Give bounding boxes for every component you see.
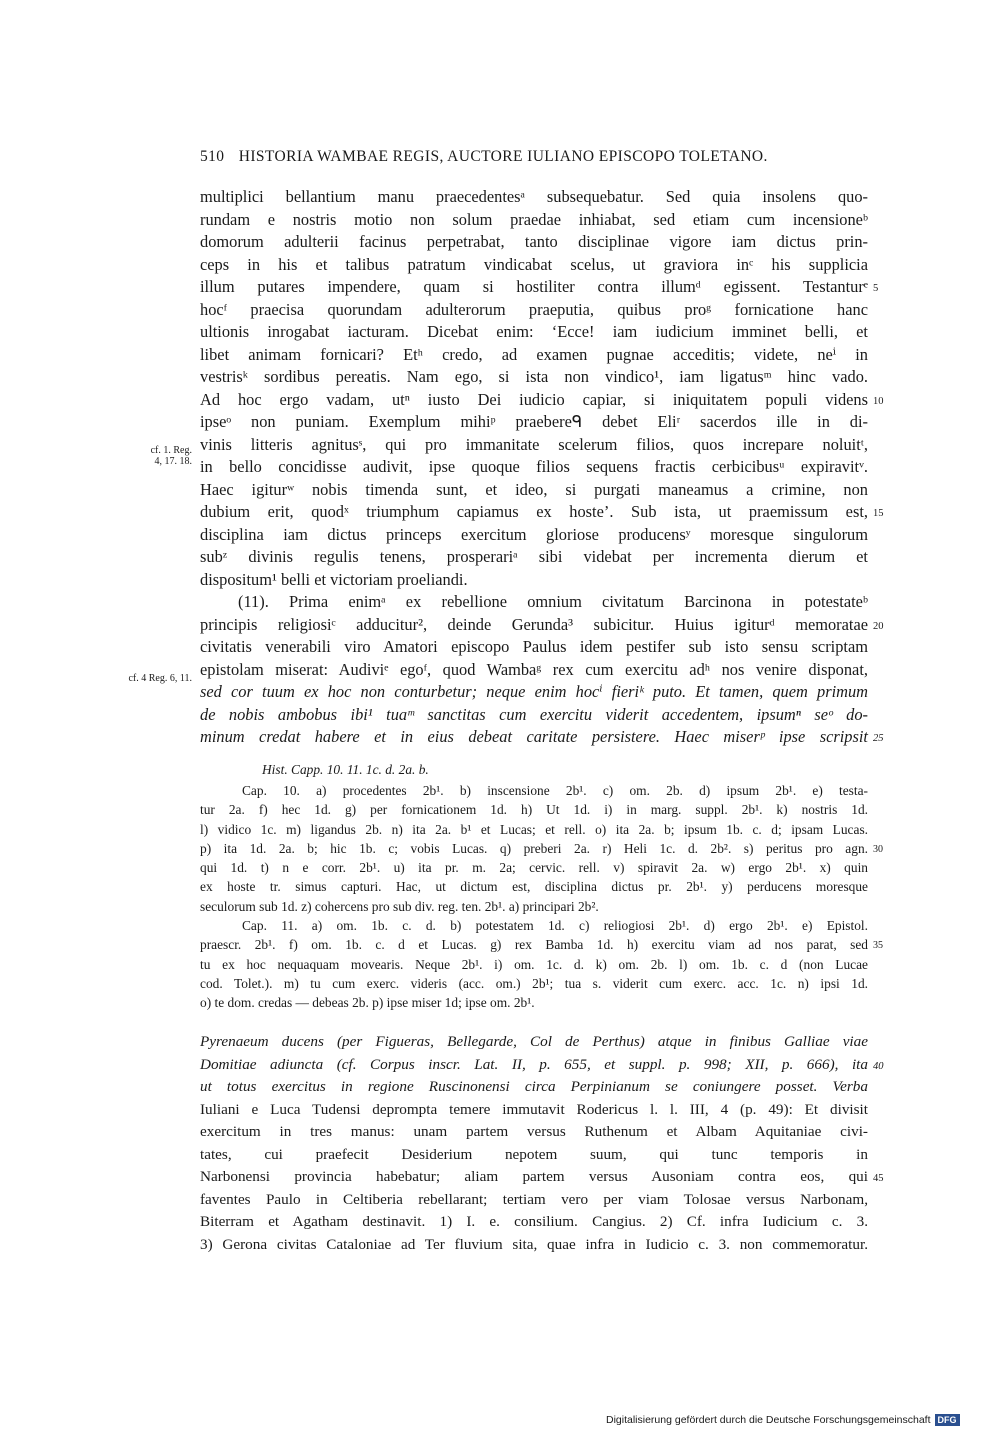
main-line: ipseᵒ non puniam. Exemplum mihiᵖ praebereᑫ debet Eliʳ sacerdos ille in di-: [200, 412, 868, 431]
apparatus-line: Cap. 11. a) om. 1b. c. d. b) potestatem 1d. c) reliogiosi 2b¹. d) ergo 2b¹. e) Epistol.: [242, 918, 868, 934]
main-line: multiplici bellantium manu praecedentesᵃ subsequebatur. Sed quia insolens quo-: [200, 187, 868, 206]
line-number: 5: [873, 283, 879, 294]
running-title: HISTORIA WAMBAE REGIS, AUCTORE IULIANO EPISCOPO TOLETANO.: [238, 148, 768, 165]
main-line: ultionis inrogabat iacturam. Dicebat enim: ‘Ecce! iam iudicium imminet belli, et: [200, 322, 868, 341]
line-number: 30: [873, 843, 883, 855]
margin-note-1: cf. 1. Reg. 4, 17. 18.: [150, 445, 192, 467]
commentary-line: Domitiae adiuncta (cf. Corpus inscr. Lat. II, p. 655, et suppl. p. 998; XII, p. 666), ita 40: [200, 1054, 868, 1077]
main-line: disciplina iam dictus princeps exercitum gloriose producensʸ moresque singulorum: [200, 524, 868, 544]
main-line: vinis litteris agnitusˢ, qui pro immanitate scelerum filios, quos increpare noluitᵗ,: [200, 434, 868, 454]
apparatus-line: p) ita 1d. 2a. b; hic 1b. c; vobis Lucas. q) preberi 2a. r) Heli 1c. d. 2b². s) peritus pro agn. 30: [200, 839, 868, 858]
main-line: subᶻ divinis regulis tenens, prosperariᵃ sibi videbat per incrementa dierum et: [200, 547, 868, 566]
line-number: 15: [873, 508, 884, 519]
commentary-line: faventes Paulo in Celtiberia rebellarant; tertiam vero per viam Tolosae versus Narbonam,: [200, 1190, 868, 1208]
line-number: 40: [873, 1060, 884, 1072]
page-number: 510: [200, 148, 225, 165]
line-number: 35: [873, 940, 883, 952]
main-line: Ad hoc ergo vadam, utⁿ iusto Dei iudicio capiar, si iniquitatem populi videns 10: [200, 389, 868, 412]
main-line: Haec igiturʷ nobis timenda sunt, et ideo, si purgati maneamus a crimine, non: [200, 479, 868, 499]
critical-apparatus: [200, 781, 883, 1013]
main-line: dispositum¹ belli et victoriam proeliandi.: [200, 569, 468, 589]
apparatus-head: Hist. Capp. 10. 11. 1c. d. 2a. b.: [262, 762, 429, 777]
commentary-line: Biterram et Agatham destinavit. 1) I. e. consilium. Cangius. 2) Cf. infra Iudicium c. 3.: [200, 1213, 868, 1230]
main-line: in bello concidisse audivit, ipse quoque filios sequens fractis cerbicibusᵘ expiravitᵛ.: [200, 457, 868, 476]
commentary-line: ut totus exercitus in regione Ruscinonensi circa Perpinianum se coniungere posset. Verba: [200, 1078, 868, 1095]
main-line: (11). Prima enimᵃ ex rebellione omnium civitatum Barcinona in potestateᵇ: [238, 592, 868, 611]
apparatus-line: cod. Tolet.). m) tu cum exerc. videris (acc. om.) 2b¹; tua s. viderit cum exerc. acc. 1c. n) ipsi 1d.: [200, 975, 868, 991]
main-line: ceps in his et talibus patratum vindicabat scelus, ut graviora inᶜ his supplicia: [200, 254, 868, 274]
line-number: 20: [873, 620, 884, 632]
main-line: principis religiosiᶜ adducitur², deinde Gerunda³ subicitur. Huius igiturᵈ memoratae 20: [200, 614, 868, 637]
commentary-line: Iuliani e Luca Tudensi deprompta temere immutavit Rodericus l. l. III, 4 (p. 49): Et divisit: [200, 1100, 868, 1118]
line-number: 25: [873, 733, 884, 744]
apparatus-line: l) vidico 1c. m) ligandus 2b. n) ita 2a. b¹ et Lucas; et rell. o) ita 2a. b; ipsum 1b. c. d; ipsam Lucas.: [200, 821, 868, 837]
apparatus-line: qui 1d. t) n e corr. 2b¹. u) ita pr. m. 2a; cervic. rell. v) spiravit 2a. w) ergo 2b¹. x) quin: [200, 860, 868, 876]
commentary-line: 3) Gerona civitas Cataloniae ad Ter fluvium sita, quae infra in Iudicio c. 3. non commemoratur.: [200, 1235, 868, 1253]
line-number: 45: [873, 1173, 884, 1184]
main-line: de nobis ambobus ibi¹ tuaᵐ sanctitas cum exercitu viderit accedentem, ipsumⁿ seᵒ do-: [200, 704, 868, 724]
commentary-line: Pyrenaeum ducens (per Figueras, Bellegarde, Col de Perthus) atque in finibus Galliae viae: [200, 1033, 868, 1050]
apparatus-line: praescr. 2b¹. f) om. 1b. c. d et Lucas. g) rex Bamba 1d. h) exercitu viam ad nos parat, sed 35: [200, 935, 868, 954]
main-line: dubium erit, quodˣ triumphum capiamus ex hoste’. Sub ista, ut praemissum est, 15: [200, 501, 868, 524]
dfg-logo-icon: DFG: [935, 1414, 960, 1426]
footer-credit: Digitalisierung gefördert durch die Deutsche Forschungsgemeinschaft DFG: [606, 1414, 960, 1426]
apparatus-line: ex hoste tr. simus capturi. Hac, ut dictum est, disciplina dictus pr. 2b¹. y) perducens moresque: [200, 879, 868, 895]
apparatus-line: seculorum sub 1d. z) cohercens pro sub div. reg. ten. 2b¹. a) principari 2b².: [200, 898, 599, 914]
main-line: domorum adulterii facinus perpetrabat, tanto disciplinae vigore iam dictus prin-: [200, 232, 868, 251]
main-line: vestrisᵏ sordibus pereatis. Nam ego, si ista non vindico¹, iam ligatusᵐ hinc vado.: [200, 367, 868, 386]
main-line: epistolam miserat: Audiviᵉ egoᶠ, quod Wambaᵍ rex cum exercitu adʰ nos venire disponat,: [200, 659, 868, 679]
main-line: illum putares impendere, quam si hostiliter contra illumᵈ egissent. Testanturᵉ 5: [200, 276, 868, 299]
running-header: [200, 148, 840, 166]
apparatus-line: tu ex hoc nequaquam movearis. Neque 2b¹. i) om. 1c. d. k) om. 2b. l) om. 1b. c. d (non Lucae: [200, 956, 868, 972]
apparatus-line: o) te dom. credas — debeas 2b. p) ipse miser 1d; ipse om. 2b¹.: [200, 995, 535, 1011]
commentary-line: exercitum in tres manus: unam partem versus Ruthenum et Albam Aquitaniae civi-: [200, 1123, 868, 1140]
main-line: hocᶠ praecisa quorundam adulterorum praeputia, quibus proᵍ fornicatione hanc: [200, 299, 868, 319]
main-line: rundam e nostris motio non solum praedae inhiabat, sed etiam cum incensioneᵇ: [200, 209, 868, 229]
commentary-notes: [200, 1031, 884, 1256]
commentary-line: tates, cui praefecit Desiderium nepotem suum, qui tunc temporis in: [200, 1145, 868, 1163]
main-line: civitatis venerabili viro Amatori episcopo Paulus idem pestifer sub isto sensu scriptam: [200, 637, 868, 656]
commentary-line: Narbonensi provincia habebatur; aliam partem versus Ausoniam contra eos, qui 45: [200, 1166, 868, 1189]
main-text: [200, 186, 884, 749]
main-line: sed cor tuum ex hoc non conturbetur; neque enim hocⁱ fieriᵏ puto. Et tamen, quem primum: [200, 682, 868, 701]
margin-note-2: cf. 4 Reg. 6, 11.: [128, 673, 192, 684]
main-line: libet animam fornicari? Etʰ credo, ad examen pugnae acceditis; videte, neⁱ in: [200, 344, 868, 364]
main-line: minum credat habere et in eius debeat caritate persistere. Haec miserᵖ ipse scripsit 25: [200, 726, 868, 749]
apparatus-line: tur 2a. f) hec 1d. g) per fornicationem 1d. h) Ut 1d. i) in marg. suppl. 2b¹. k) nostris 1d.: [200, 802, 868, 818]
line-number: 10: [873, 395, 884, 407]
apparatus-line: Cap. 10. a) procedentes 2b¹. b) inscensione 2b¹. c) om. 2b. d) ipsum 2b¹. e) testa-: [242, 783, 868, 798]
